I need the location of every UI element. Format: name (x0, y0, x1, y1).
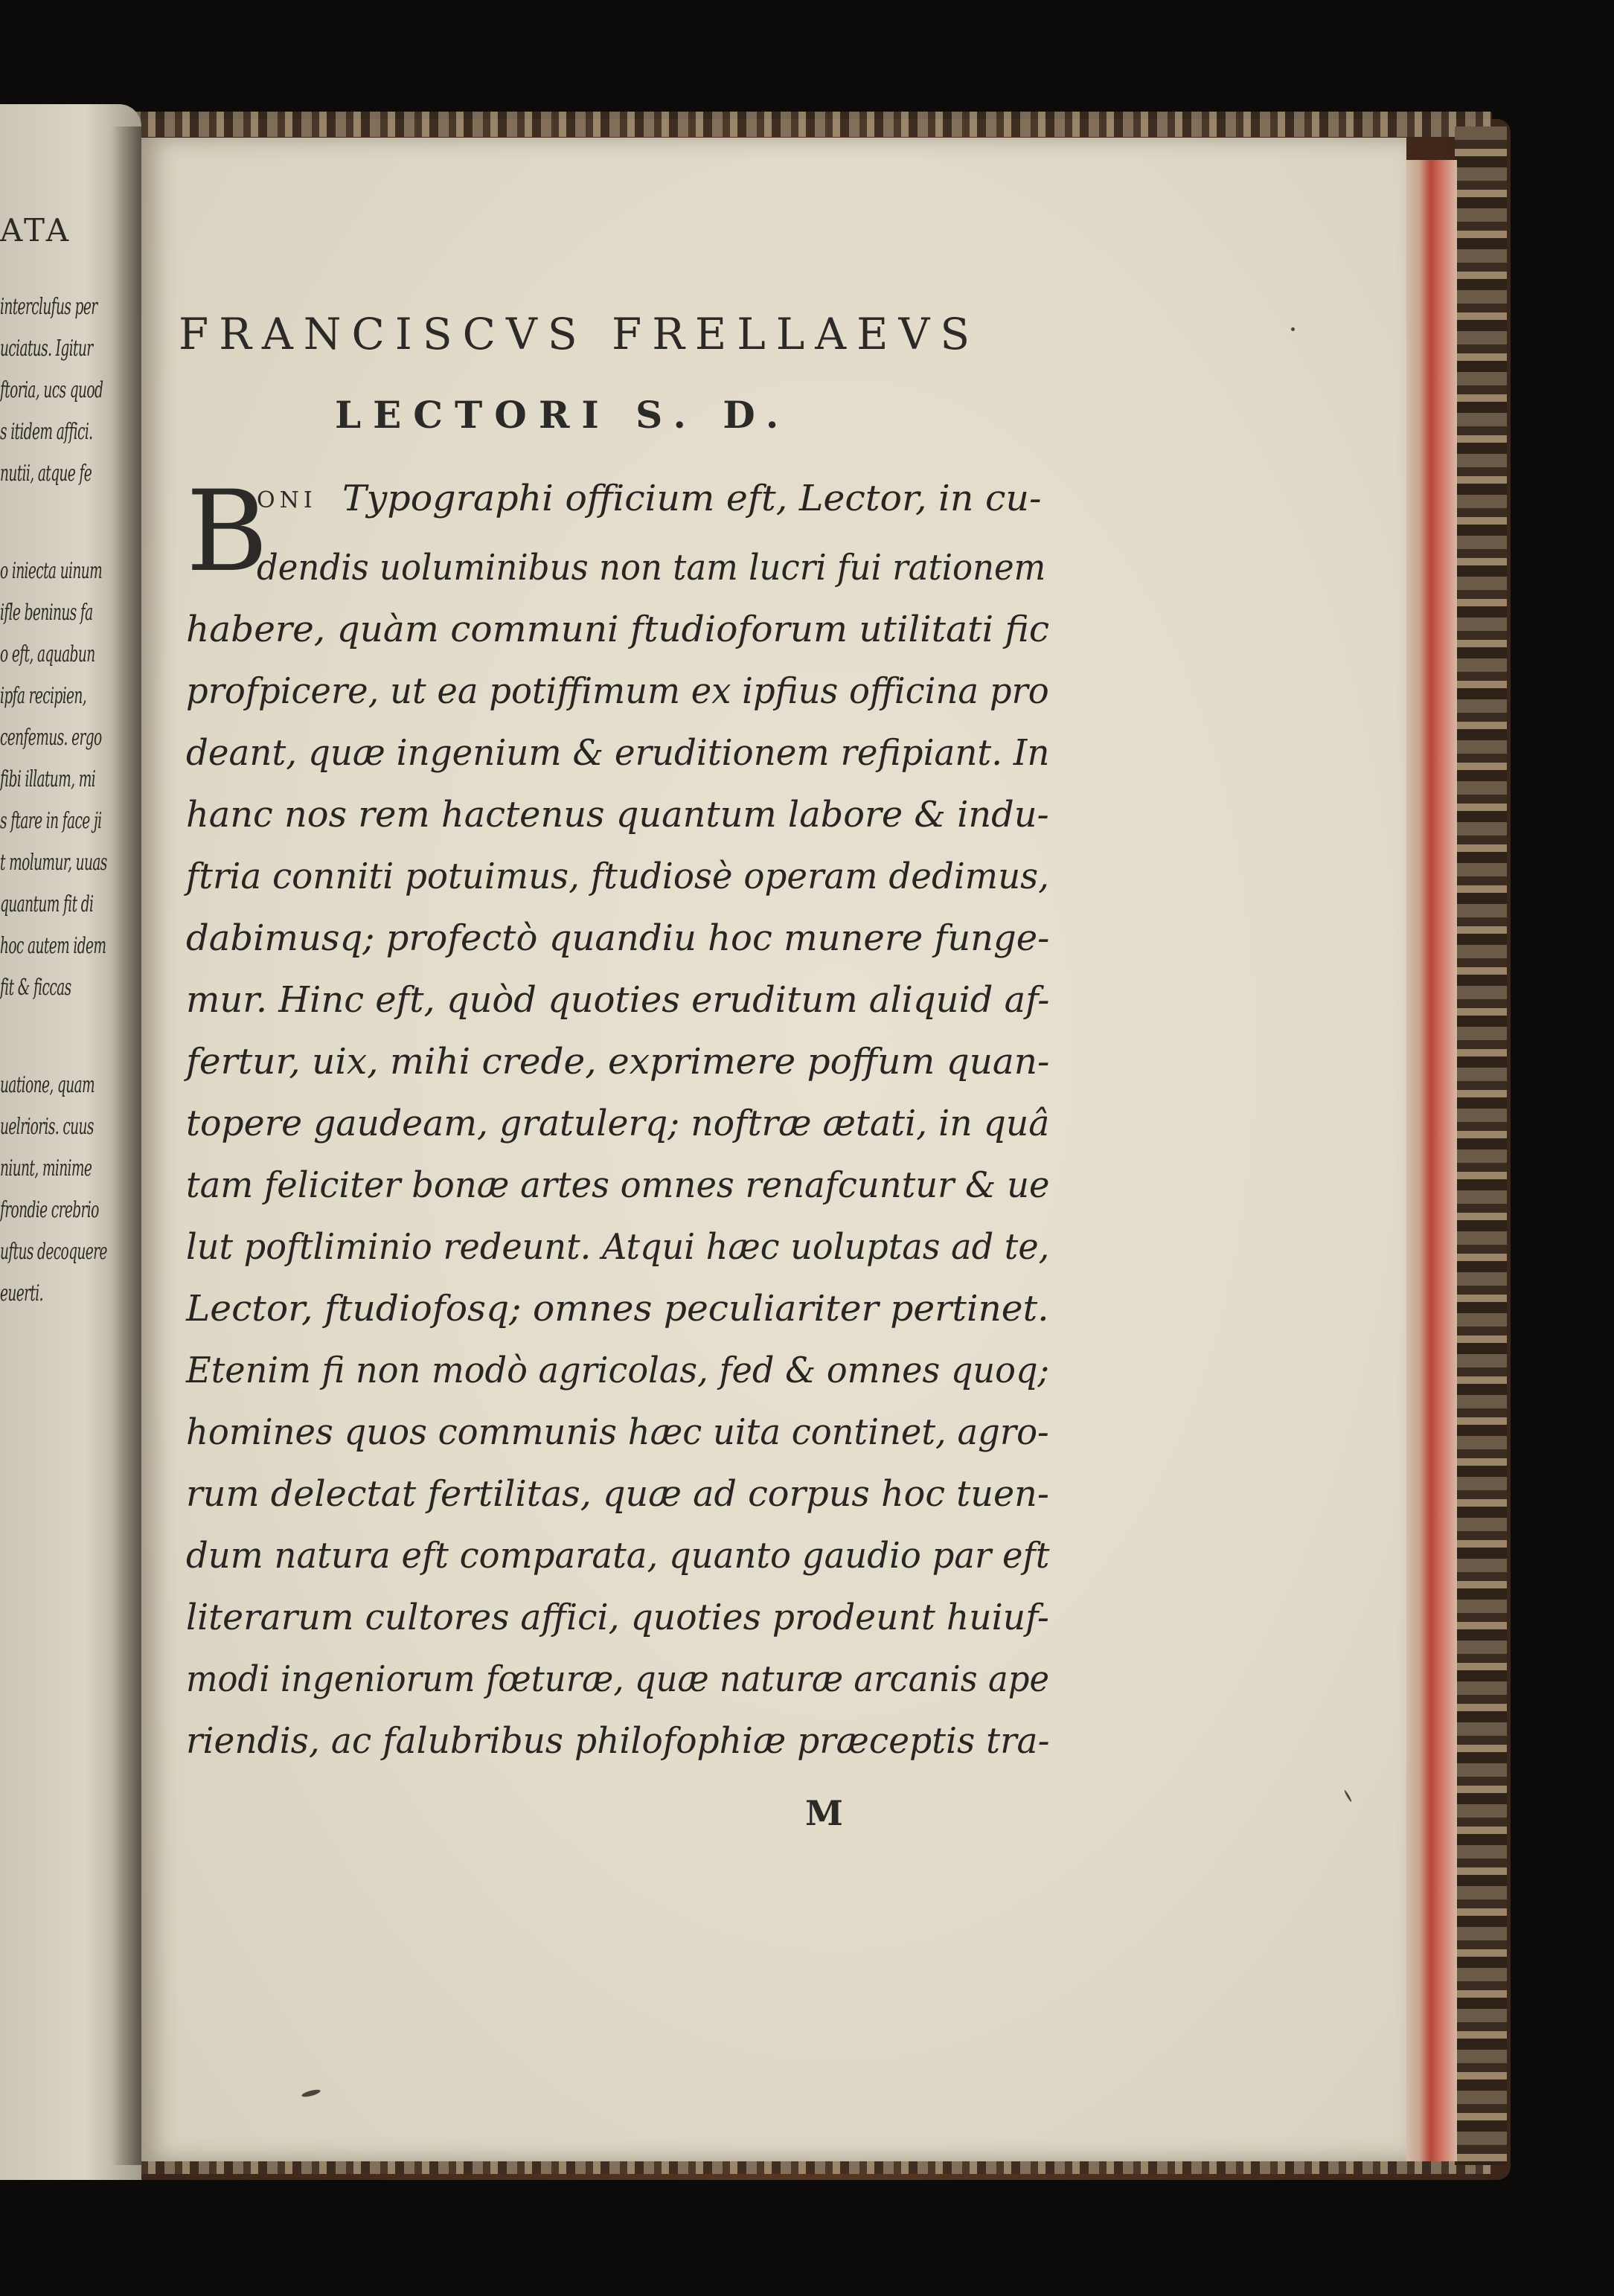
body-text-line: literarum cultores affici, quoties prodeunt huiuf- (186, 1597, 1049, 1638)
body-text-line: rum delectat fertilitas, quæ ad corpus hoc tuen- (186, 1473, 1049, 1515)
left-page-line: fibi illatum, mi (0, 766, 96, 792)
body-text-line: dabimusq; profectò quandiu hoc munere funge- (186, 917, 1050, 959)
body-text-line: deant, quæ ingenium & eruditionem refipiant. In (186, 732, 1050, 774)
left-page-line: s ftare in face ji (0, 808, 102, 834)
left-page-line: euerti. (0, 1280, 43, 1306)
left-page-line: t molumur, uuas (0, 850, 107, 876)
main-page (141, 138, 1406, 2161)
body-text-line: profpicere, ut ea potiffimum ex ipfius officina pro (186, 670, 1049, 712)
left-page-line: interclufus per (0, 294, 97, 320)
left-page-line: niunt, minime (0, 1155, 92, 1181)
body-text-line: topere gaudeam, gratulerq; noftræ ætati, in quâ (186, 1103, 1050, 1144)
left-page-line: uatione, quam (0, 1072, 95, 1098)
drop-initial: B (186, 467, 269, 597)
left-page-line: cenfemus. ergo (0, 725, 102, 751)
body-text-line: Etenim fi non modò agricolas, fed & omnes quoq; (186, 1350, 1050, 1391)
body-text-line: hanc nos rem hactenus quantum labore & indu- (186, 794, 1049, 836)
body-text-line: dum natura eft comparata, quanto gaudio par eft (186, 1535, 1050, 1577)
body-text-line: Lector, ftudiofosq; omnes peculiariter pertinet. (186, 1288, 1049, 1330)
body-text-line: riendis, ac falubribus philofophiæ præceptis tra- (186, 1720, 1050, 1762)
gutter-shadow (112, 126, 141, 2165)
left-page-line: frondie crebrio (0, 1197, 99, 1223)
left-page-line: fit & ficcas (0, 975, 71, 1001)
left-page-line: s itidem affici. (0, 419, 93, 445)
left-page-line: ftoria, ucs quod (0, 377, 103, 403)
body-text-line: Typographi officium eft, Lector, in cu- (342, 478, 1042, 519)
left-page-line: ipfa recipien, (0, 683, 87, 709)
left-page-line: uciatus. Igitur (0, 336, 93, 362)
left-page-line: ifle beninus fa (0, 600, 93, 626)
left-page-line: uelrioris. cuus (0, 1114, 94, 1140)
page-subheading: LECTORI S. D. (335, 393, 791, 437)
left-page-line: o iniecta uinum (0, 558, 103, 584)
red-page-edges (1399, 160, 1457, 2161)
signature-mark: M (805, 1793, 843, 1833)
page-speck (1291, 327, 1295, 331)
body-text-line: modi ingeniorum fœturæ, quæ naturæ arcanis ape (186, 1658, 1049, 1700)
body-text-line: lut poftliminio redeunt. Atqui hæc uoluptas ad te, (186, 1226, 1050, 1268)
initial-small-caps: ONI (257, 487, 317, 513)
left-page-line: nutii, atque fe (0, 461, 92, 487)
body-text-line: ftria conniti potuimus, ftudiosè operam dedimus, (186, 856, 1049, 897)
body-text-line: homines quos communis hæc uita continet, agro- (186, 1411, 1049, 1453)
left-page-line: hoc autem idem (0, 933, 106, 959)
page-heading: FRANCISCVS FRELLAEVS (179, 309, 981, 359)
left-page-header: ATA (0, 212, 72, 248)
body-text-line: mur. Hinc eft, quòd quoties eruditum aliquid af- (186, 979, 1050, 1021)
body-text-line: habere, quàm communi ftudioforum utilitati fic (186, 609, 1050, 650)
body-text-line: fertur, uix, mihi crede, exprimere poffum quan- (186, 1041, 1050, 1083)
left-page-line: uftus decoquere (0, 1239, 107, 1265)
body-text-line: tam feliciter bonæ artes omnes renafcuntur & ue (186, 1164, 1050, 1206)
body-text-line: dendis uoluminibus non tam lucri fui rationem (257, 547, 1046, 589)
left-page-line: o eft, aquabun (0, 641, 95, 667)
left-page-line: quantum fit di (0, 891, 94, 917)
gilt-border-right (1455, 126, 1507, 2165)
gilt-border-top (130, 112, 1492, 137)
